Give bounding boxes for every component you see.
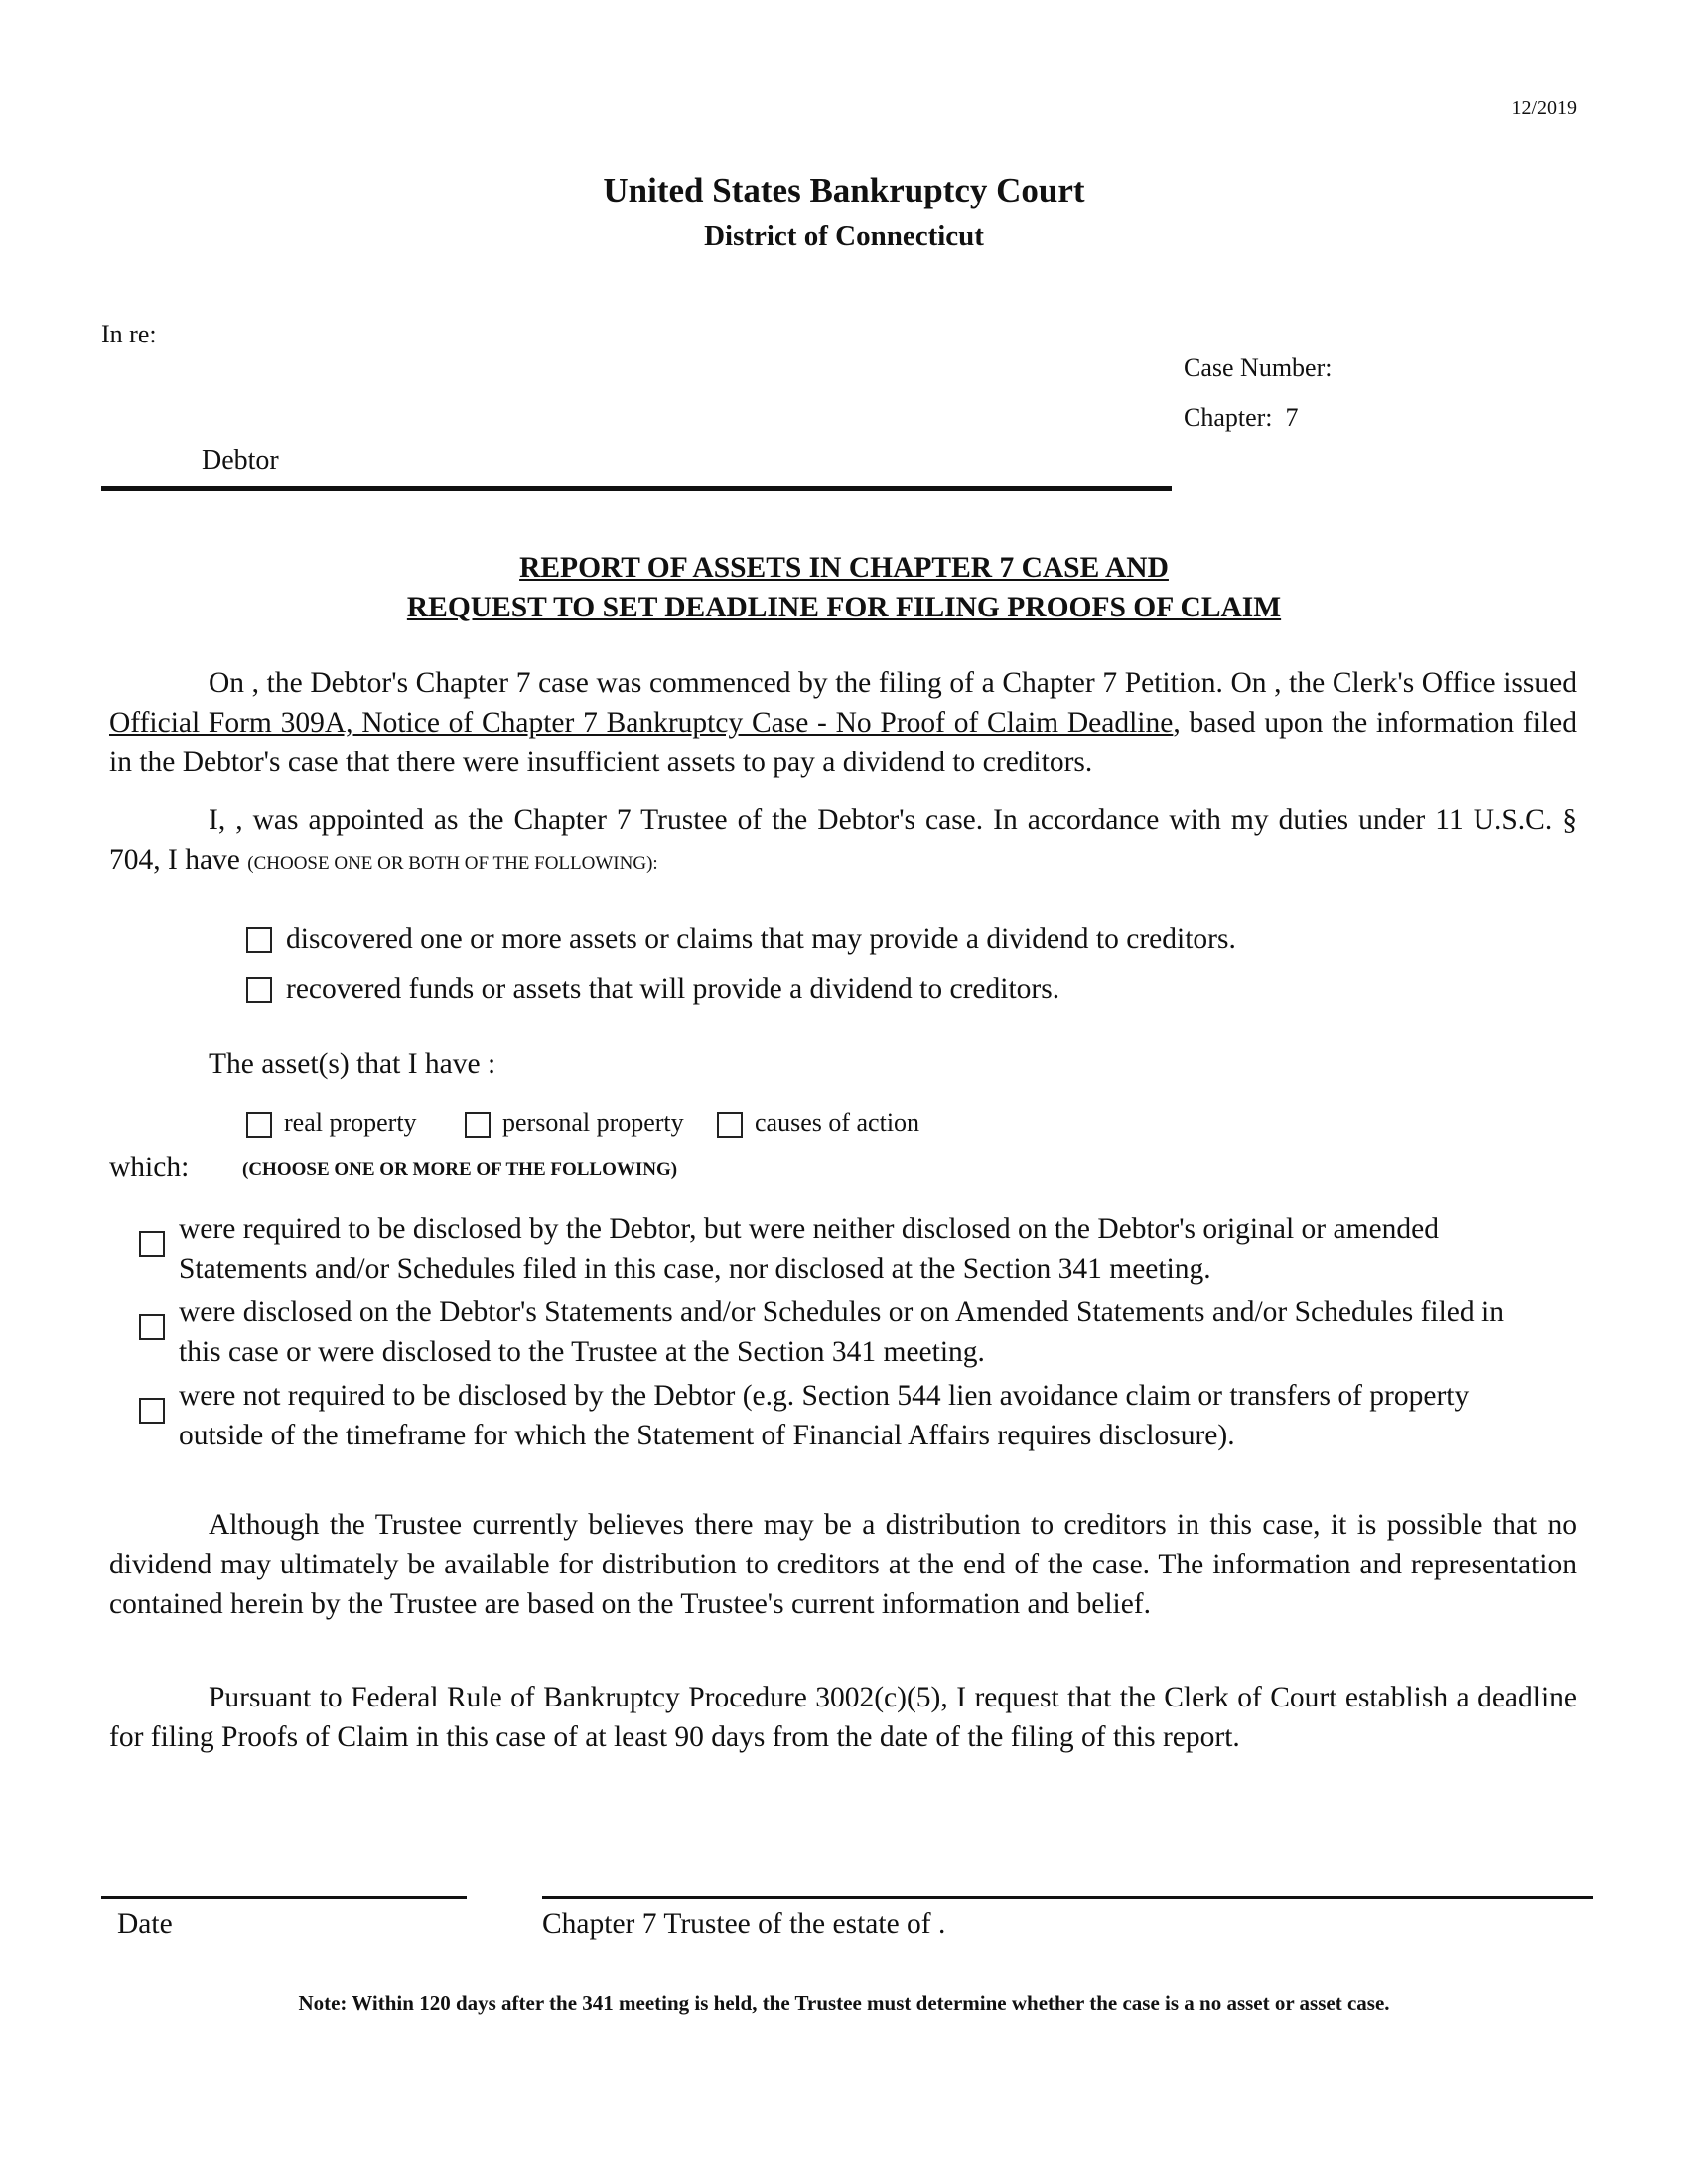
- date-label: Date: [117, 1908, 173, 1940]
- real-property-checkbox[interactable]: [246, 1112, 272, 1138]
- court-title: United States Bankruptcy Court: [603, 171, 1085, 209]
- disclosure-required-checkbox[interactable]: [139, 1231, 165, 1257]
- disclosure-made-option: were disclosed on the Debtor's Statements and/or Schedules or on Amended Statements and/or Schedules filed in this case or were disclosed to the Trustee at the Section 341 meeting.: [179, 1297, 1504, 1368]
- debtor-label: Debtor: [202, 445, 279, 476]
- case-number-label: Case Number:: [1184, 353, 1333, 382]
- trustee-appointment-paragraph: I, , was appointed as the Chapter 7 Trustee of the Debtor's case. In accordance with my duties under 11 U.S.C. § 704, I have (CHOOSE ONE OR BOTH OF THE FOLLOWING):: [109, 804, 1577, 876]
- personal-property-label: personal property: [502, 1108, 684, 1137]
- form-revision-date: 12/2019: [1511, 97, 1577, 119]
- causes-of-action-label: causes of action: [755, 1108, 920, 1137]
- official-form-reference: Official Form 309A, Notice of Chapter 7 Bankruptcy Case - No Proof of Claim Deadline: [109, 707, 1174, 739]
- chapter-label: Chapter:: [1184, 403, 1273, 432]
- disclosure-made-checkbox[interactable]: [139, 1314, 165, 1340]
- trustee-signature-line: [542, 1896, 1593, 1899]
- recovered-funds-option: recovered funds or assets that will provide a dividend to creditors.: [286, 973, 1060, 1005]
- which-label: which:: [109, 1152, 190, 1183]
- in-re-label: In re:: [101, 320, 157, 348]
- causes-of-action-checkbox[interactable]: [717, 1112, 743, 1138]
- chapter-field: [1184, 403, 1299, 433]
- timing-note: Note: Within 120 days after the 341 meeting is held, the Trustee must determine whether the case is a no asset or asset case.: [298, 1991, 1390, 2015]
- commencement-paragraph: On , the Debtor's Chapter 7 case was commenced by the filing of a Chapter 7 Petition. On , the Clerk's Office issued Official Form 309A, Notice of Chapter 7 Bankruptcy Case - No Proof of Claim Deadline, based upon the information filed in the Debtor's case that there were insufficient assets to pay a dividend to creditors.: [109, 667, 1577, 778]
- report-heading-line-2: REQUEST TO SET DEADLINE FOR FILING PROOFS OF CLAIM: [406, 592, 1282, 623]
- caption-divider: [101, 486, 1172, 491]
- deadline-request-paragraph: Pursuant to Federal Rule of Bankruptcy Procedure 3002(c)(5), I request that the Clerk of Court establish a deadline for filing Proofs of Claim in this case of at least 90 days from the date of the filing of this report.: [109, 1682, 1577, 1753]
- personal-property-checkbox[interactable]: [465, 1112, 491, 1138]
- which-note: (CHOOSE ONE OR MORE OF THE FOLLOWING): [242, 1160, 678, 1180]
- date-signature-line: [101, 1896, 467, 1899]
- assets-intro: The asset(s) that I have :: [209, 1048, 496, 1080]
- court-district: District of Connecticut: [704, 220, 984, 252]
- disclosure-required-option: were required to be disclosed by the Debtor, but were neither disclosed on the Debtor's original or amended Statements and/or Schedules filed in this case, nor disclosed at the Section 341 meeting.: [179, 1213, 1439, 1285]
- report-heading-line-1: REPORT OF ASSETS IN CHAPTER 7 CASE AND: [519, 552, 1169, 584]
- distribution-paragraph: Although the Trustee currently believes there may be a distribution to creditors in this case, it is possible that no dividend may ultimately be available for distribution to creditors at the end of the case. The information and representation contained herein by the Trustee are based on the Trustee's current information and belief.: [109, 1509, 1577, 1620]
- disclosure-not-required-checkbox[interactable]: [139, 1398, 165, 1424]
- discovered-assets-checkbox[interactable]: [246, 927, 272, 953]
- disclosure-not-required-option: were not required to be disclosed by the Debtor (e.g. Section 544 lien avoidance claim or transfers of property outside of the timeframe for which the Statement of Financial Affairs requires disclosure).: [179, 1380, 1470, 1451]
- discovered-assets-option: discovered one or more assets or claims that may provide a dividend to creditors.: [286, 923, 1236, 955]
- choose-one-or-both-note: (CHOOSE ONE OR BOTH OF THE FOLLOWING):: [247, 853, 658, 874]
- recovered-funds-checkbox[interactable]: [246, 977, 272, 1003]
- trustee-signature-label: Chapter 7 Trustee of the estate of .: [542, 1908, 946, 1940]
- real-property-label: real property: [284, 1108, 417, 1137]
- chapter-value: 7: [1285, 403, 1299, 432]
